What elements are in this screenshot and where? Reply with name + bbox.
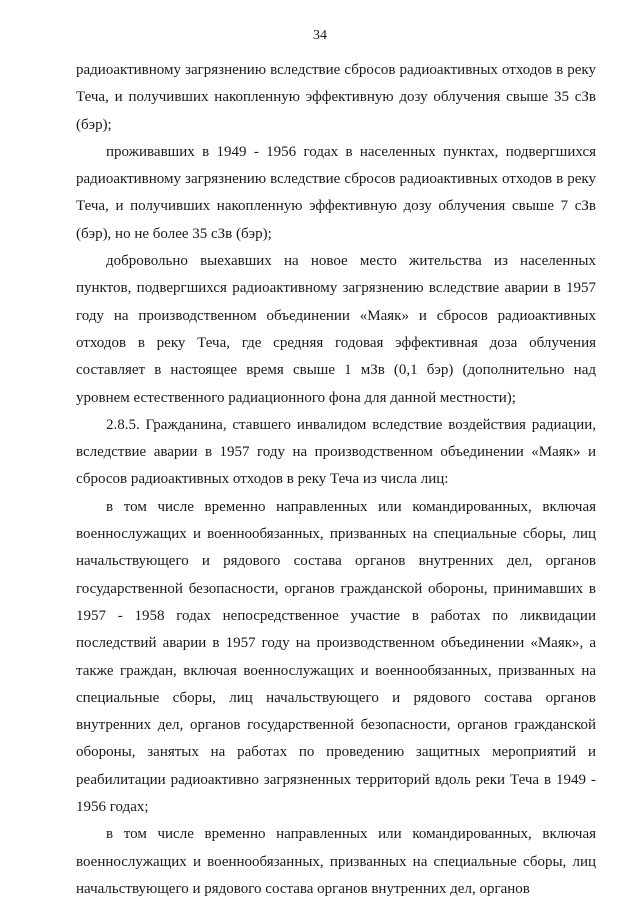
page-number: 34	[313, 28, 327, 43]
paragraph-2: проживавших в 1949 - 1956 годах в населенных пунктах, подвергшихся радиоактивному загрязнению вследствие сбросов радиоактивных отходов в реку Теча, и получивших накопленную эффективную дозу облучения свыше 7 сЗв (бэр), но не более 35 сЗв (бэр);	[76, 143, 596, 242]
document-body	[76, 57, 596, 903]
paragraph-6: в том числе временно направленных или командированных, включая военнослужащих и военнообязанных, призванных на специальные сборы, лиц начальствующего и рядового состава органов внутренних дел, органов	[76, 826, 596, 897]
paragraph-3: добровольно выехавших на новое место жительства из населенных пунктов, подвергшихся радиоактивному загрязнению вследствие аварии в 1957 году на производственном объединении «Маяк» и сбросов радиоактивных отходов в реку Теча, где средняя годовая эффективная доза облучения составляет в настоящее время свыше 1 мЗв (0,1 бэр) (дополнительно над уровнем естественного радиационного фона для данной местности);	[76, 253, 596, 406]
paragraph-4: 2.8.5. Гражданина, ставшего инвалидом вследствие воздействия радиации, вследствие аварии в 1957 году на производственном объединении «Маяк» и сбросов радиоактивных отходов в реку Теча из числа лиц:	[76, 416, 596, 488]
paragraph-5: в том числе временно направленных или командированных, включая военнослужащих и военнообязанных, призванных на специальные сборы, лиц начальствующего и рядового состава органов внутренних дел, органов государственной безопасности, органов гражданской обороны, принимавших в 1957 - 1958 годах непосредственное участие в работах по ликвидации последствий аварии в 1957 году на производственном объединении «Маяк», а также граждан, включая военнослужащих и военнообязанных, призванных на специальные сборы, лиц начальствующего и рядового состава органов внутренних дел, органов государственной безопасности, органов гражданской обороны, занятых на работах по проведению защитных мероприятий и реабилитации радиоактивно загрязненных территорий вдоль реки Теча в 1949 - 1956 годах;	[76, 498, 596, 816]
paragraph-1: радиоактивному загрязнению вследствие сбросов радиоактивных отходов в реку Теча, и получивших накопленную эффективную дозу облучения свыше 35 сЗв (бэр);	[76, 62, 596, 133]
